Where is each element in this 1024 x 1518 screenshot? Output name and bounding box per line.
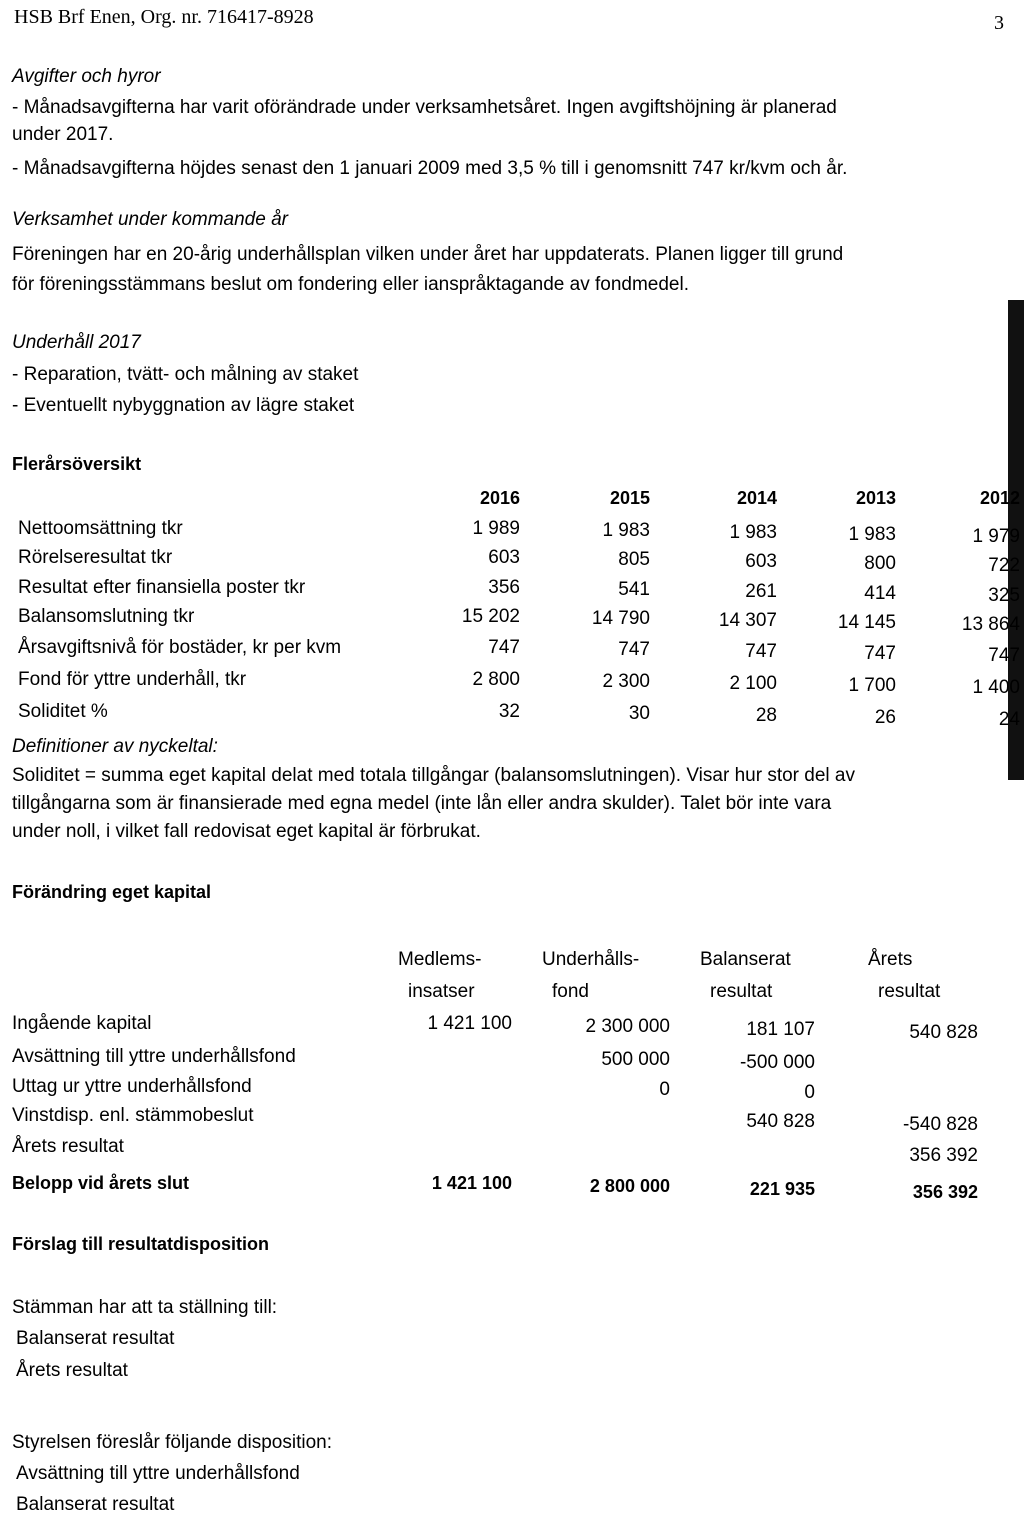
- year-header: 2014: [736, 488, 777, 508]
- definitioner-line-1: Soliditet = summa eget kapital delat med totala tillgångar (balansomslutningen). Visar hur stor del av: [12, 765, 855, 786]
- year-header: 2012: [979, 488, 1020, 508]
- page-number: 3: [994, 12, 1004, 34]
- flerars-cell: 1 989: [472, 518, 520, 539]
- flerars-row-label: Fond för yttre underhåll, tkr: [18, 669, 247, 690]
- avgifter-line-2: under 2017.: [12, 124, 114, 145]
- flerars-cell: 747: [988, 645, 1020, 666]
- underhall-item: - Reparation, tvätt- och målning av staket: [12, 364, 359, 385]
- flerars-cell: 747: [864, 643, 896, 664]
- ek-column-header: Medlems-: [398, 949, 482, 970]
- flerars-cell: 26: [874, 707, 896, 728]
- flerars-cell: 541: [618, 579, 650, 600]
- ek-column-header: Årets: [868, 949, 913, 970]
- ek-cell: 2 300 000: [585, 1016, 670, 1037]
- ek-row-label: Belopp vid årets slut: [12, 1173, 190, 1193]
- flerars-cell: 722: [988, 555, 1020, 576]
- flerars-cell: 747: [488, 637, 520, 658]
- flerars-cell: 30: [628, 703, 650, 724]
- flerars-cell: 14 790: [591, 608, 650, 629]
- flerars-cell: 2 300: [602, 671, 650, 692]
- underhall-heading: Underhåll 2017: [12, 332, 141, 353]
- flerars-cell: 2 800: [472, 669, 520, 690]
- flerars-cell: 1 983: [602, 520, 650, 541]
- year-header: 2016: [479, 488, 520, 508]
- ek-cell: 1 421 100: [427, 1013, 512, 1034]
- flerars-heading: Flerårsöversikt: [12, 454, 142, 474]
- ek-column-header: insatser: [408, 981, 475, 1002]
- flerars-row-label: Rörelseresultat tkr: [18, 547, 173, 568]
- year-header: 2013: [855, 488, 896, 508]
- organization-line: HSB Brf Enen, Org. nr. 716417-8928: [14, 6, 314, 28]
- flerars-cell: 1 983: [729, 522, 777, 543]
- avgifter-line-3: - Månadsavgifterna höjdes senast den 1 januari 2009 med 3,5 % till i genomsnitt 747 kr/kvm och år.: [12, 158, 848, 179]
- flerars-row-label: Nettoomsättning tkr: [18, 518, 183, 539]
- flerars-cell: 414: [864, 583, 896, 604]
- flerars-cell: 747: [745, 641, 777, 662]
- flerars-cell: 261: [745, 581, 777, 602]
- flerars-row-label: Årsavgiftsnivå för bostäder, kr per kvm: [18, 637, 342, 658]
- styrelsen-line: Styrelsen föreslår följande disposition:: [12, 1432, 333, 1453]
- forslag-intro: Stämman har att ta ställning till:: [12, 1297, 278, 1318]
- ek-cell: 540 828: [909, 1022, 978, 1043]
- eget-kapital-heading: Förändring eget kapital: [12, 882, 212, 902]
- flerars-cell: 1 700: [848, 675, 896, 696]
- flerars-cell: 1 400: [972, 677, 1020, 698]
- ek-column-header: fond: [552, 981, 589, 1002]
- forslag-item: Årets resultat: [16, 1360, 128, 1381]
- flerars-cell: 24: [998, 709, 1020, 730]
- forslag-heading: Förslag till resultatdisposition: [12, 1234, 270, 1254]
- flerars-cell: 747: [618, 639, 650, 660]
- flerars-cell: 1 979: [972, 526, 1020, 547]
- forslag-item: Balanserat resultat: [16, 1328, 175, 1349]
- flerars-cell: 13 864: [961, 614, 1020, 635]
- flerars-cell: 325: [988, 585, 1020, 606]
- ek-cell: 500 000: [601, 1049, 670, 1070]
- flerars-cell: 28: [755, 705, 777, 726]
- ek-row-label: Uttag ur yttre underhållsfond: [12, 1076, 252, 1097]
- flerars-row-label: Soliditet %: [18, 701, 108, 722]
- verksamhet-line-1: Föreningen har en 20-årig underhållsplan vilken under året har uppdaterats. Planen ligger till grund: [12, 244, 844, 265]
- flerars-cell: 603: [745, 551, 777, 572]
- ek-column-header: Underhålls-: [542, 949, 640, 970]
- definitioner-heading: Definitioner av nyckeltal:: [12, 736, 218, 757]
- ek-column-header: resultat: [878, 981, 941, 1002]
- flerars-row-label: Balansomslutning tkr: [18, 606, 195, 627]
- flerars-cell: 2 100: [729, 673, 777, 694]
- flerars-cell: 14 307: [718, 610, 777, 631]
- flerars-row-label: Resultat efter finansiella poster tkr: [18, 577, 306, 598]
- ek-cell: -500 000: [739, 1052, 815, 1073]
- ek-cell: 2 800 000: [589, 1176, 670, 1196]
- ek-column-header: resultat: [710, 981, 773, 1002]
- ek-row-label: Vinstdisp. enl. stämmobeslut: [12, 1105, 254, 1126]
- verksamhet-heading: Verksamhet under kommande år: [12, 209, 288, 230]
- page-header: [14, 6, 1004, 32]
- flerars-cell: 603: [488, 547, 520, 568]
- disposition-item: Avsättning till yttre underhållsfond: [16, 1463, 300, 1484]
- ek-cell: 540 828: [746, 1111, 815, 1132]
- definitioner-line-3: under noll, i vilket fall redovisat eget kapital är förbrukat.: [12, 821, 481, 842]
- flerars-cell: 32: [498, 701, 520, 722]
- ek-cell: 221 935: [749, 1179, 815, 1199]
- ek-row-label: Ingående kapital: [12, 1013, 152, 1034]
- flerars-cell: 805: [618, 549, 650, 570]
- flerars-cell: 1 983: [848, 524, 896, 545]
- ek-cell: 0: [659, 1079, 670, 1100]
- flerars-cell: 15 202: [461, 606, 520, 627]
- ek-row-label: Årets resultat: [12, 1136, 124, 1157]
- ek-column-header: Balanserat: [700, 949, 791, 970]
- verksamhet-line-2: för föreningsstämmans beslut om fondering eller ianspråktagande av fondmedel.: [12, 274, 689, 295]
- flerars-cell: 800: [864, 553, 896, 574]
- underhall-item: - Eventuellt nybyggnation av lägre staket: [12, 395, 355, 416]
- ek-cell: 356 392: [912, 1182, 978, 1202]
- flerars-cell: 14 145: [837, 612, 896, 633]
- disposition-item: Balanserat resultat: [16, 1494, 175, 1515]
- ek-cell: 356 392: [909, 1145, 978, 1166]
- year-header: 2015: [609, 488, 650, 508]
- ek-row-label: Avsättning till yttre underhållsfond: [12, 1046, 296, 1067]
- ek-cell: 181 107: [746, 1019, 815, 1040]
- flerars-cell: 356: [488, 577, 520, 598]
- avgifter-line-1: - Månadsavgifterna har varit oförändrade under verksamhetsåret. Ingen avgiftshöjning är planerad: [12, 97, 837, 118]
- ek-cell: -540 828: [902, 1114, 978, 1135]
- ek-cell: 1 421 100: [431, 1173, 512, 1193]
- avgifter-heading: Avgifter och hyror: [12, 66, 161, 87]
- definitioner-line-2: tillgångarna som är finansierade med egna medel (inte lån eller andra skulder). Talet bör inte vara: [12, 793, 832, 814]
- ek-cell: 0: [804, 1082, 815, 1103]
